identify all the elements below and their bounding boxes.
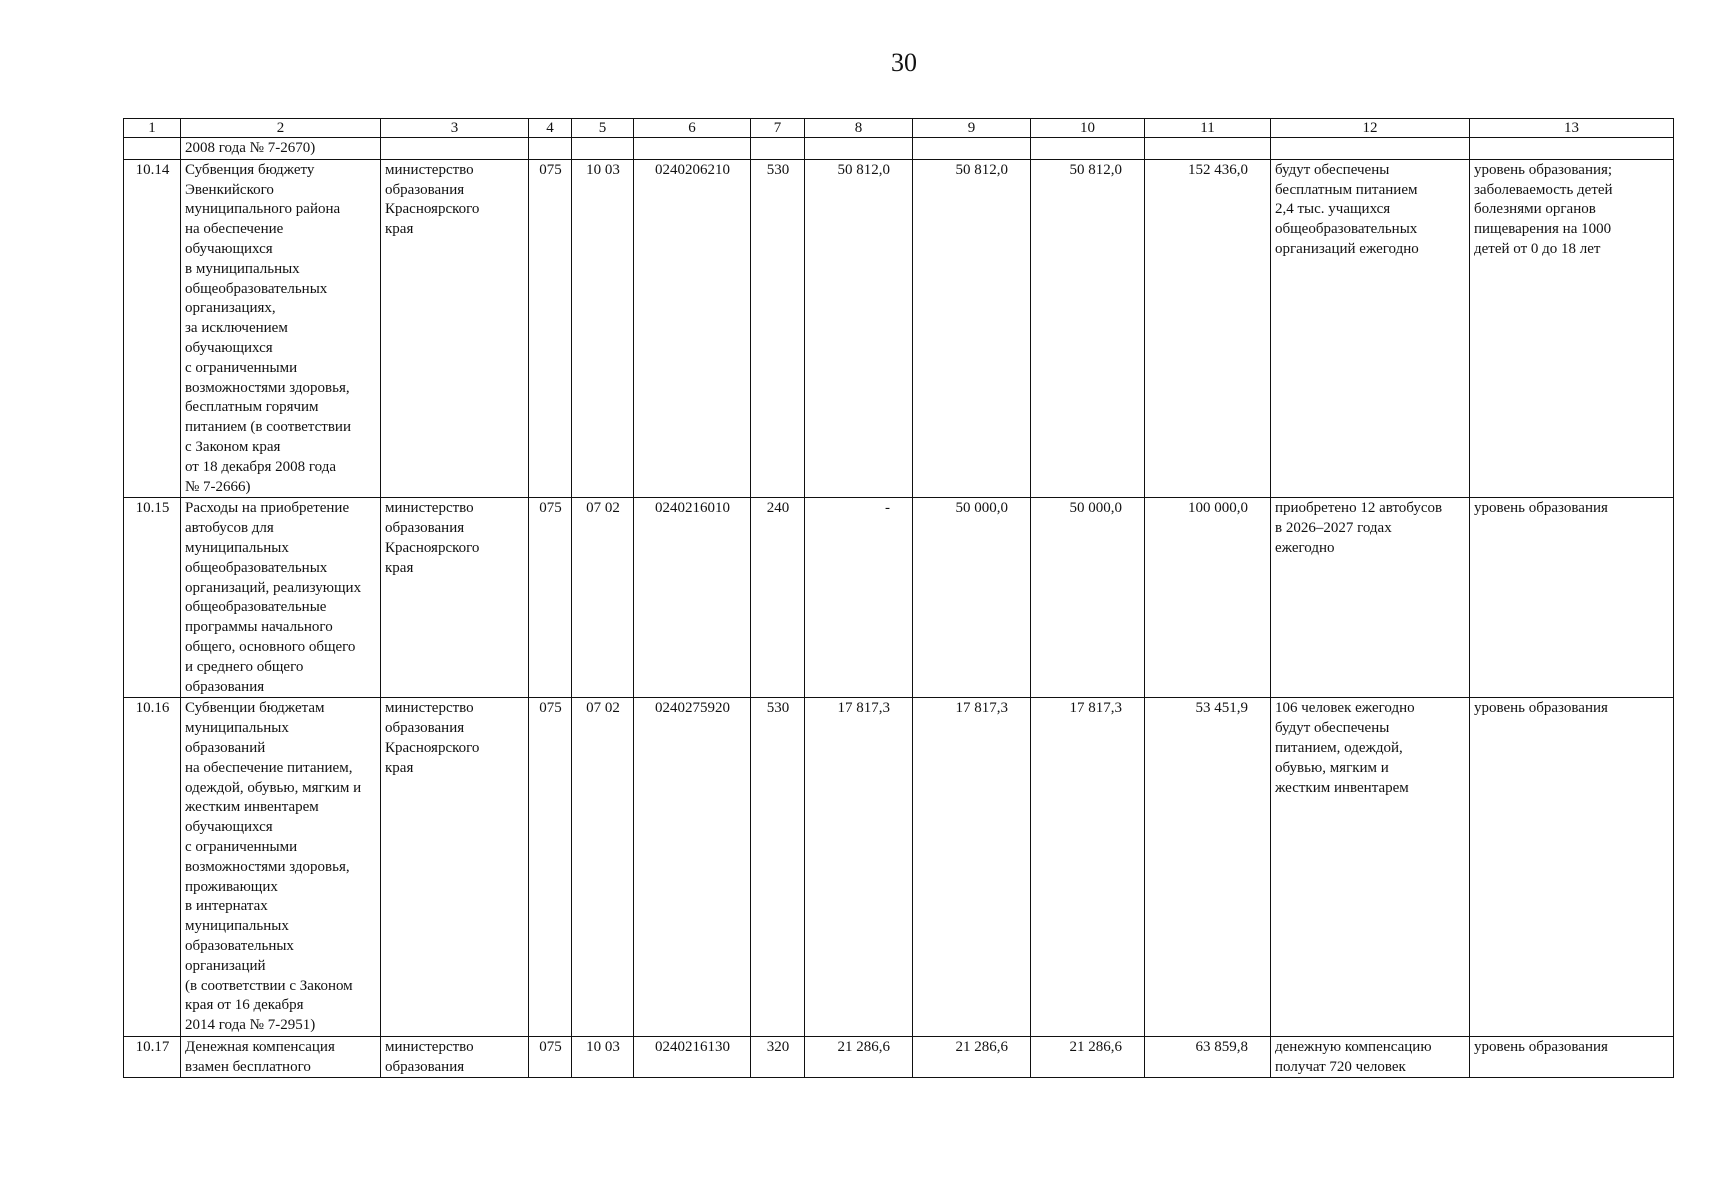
row-description-line: обучающихся bbox=[185, 819, 273, 836]
row-ministry bbox=[381, 1036, 529, 1078]
row-expected-result-line: ежегодно bbox=[1275, 539, 1335, 556]
row-code-grbs: 075 bbox=[529, 498, 572, 698]
row-number: 10.14 bbox=[124, 159, 181, 498]
row-number: 10.17 bbox=[124, 1036, 181, 1078]
row-code-section: 07 02 bbox=[572, 698, 634, 1037]
cell-empty bbox=[1470, 138, 1674, 160]
row-indicator-line: детей от 0 до 18 лет bbox=[1474, 240, 1601, 257]
row-value-total: 53 451,9 bbox=[1145, 698, 1271, 1037]
row-description-line: с Законом края bbox=[185, 438, 281, 455]
row-ministry bbox=[381, 698, 529, 1037]
row-ministry-line: края bbox=[385, 559, 414, 576]
row-value-year1: 21 286,6 bbox=[805, 1036, 913, 1078]
row-description-line: бесплатным горячим bbox=[185, 399, 319, 416]
column-header: 4 bbox=[529, 119, 572, 138]
row-description-line: организаций bbox=[185, 957, 266, 974]
row-description-line: образований bbox=[185, 739, 266, 756]
row-expected-result-line: питанием, одеждой, bbox=[1275, 739, 1403, 756]
cell-empty bbox=[1031, 138, 1145, 160]
row-description-line: программы начального bbox=[185, 619, 333, 636]
row-value-total: 152 436,0 bbox=[1145, 159, 1271, 498]
cell-empty bbox=[572, 138, 634, 160]
row-expected-result bbox=[1271, 159, 1470, 498]
row-expected-result-line: обувью, мягким и bbox=[1275, 759, 1389, 776]
row-code-expense: 320 bbox=[751, 1036, 805, 1078]
row-ministry-line: министерство bbox=[385, 161, 474, 178]
row-description-line: Эвенкийского bbox=[185, 181, 274, 198]
row-code-target: 0240216130 bbox=[634, 1036, 751, 1078]
row-value-year1: 17 817,3 bbox=[805, 698, 913, 1037]
row-value-year2: 50 812,0 bbox=[913, 159, 1031, 498]
row-ministry-line: края bbox=[385, 221, 414, 238]
row-code-expense: 240 bbox=[751, 498, 805, 698]
row-expected-result bbox=[1271, 698, 1470, 1037]
row-expected-result-line: организаций ежегодно bbox=[1275, 240, 1419, 257]
row-description-line: в интернатах bbox=[185, 898, 268, 915]
row-value-year2: 17 817,3 bbox=[913, 698, 1031, 1037]
row-description-line: 2014 года № 7-2951) bbox=[185, 1017, 316, 1034]
row-code-target: 0240275920 bbox=[634, 698, 751, 1037]
column-header: 12 bbox=[1271, 119, 1470, 138]
cell-empty bbox=[1271, 138, 1470, 160]
row-expected-result-line: бесплатным питанием bbox=[1275, 181, 1418, 198]
row-ministry bbox=[381, 159, 529, 498]
row-expected-result-line: жестким инвентарем bbox=[1275, 779, 1409, 796]
row-ministry-line: министерство bbox=[385, 700, 474, 717]
budget-table bbox=[123, 118, 1674, 1078]
row-description-line: организаций, реализующих bbox=[185, 579, 362, 596]
row-description-line: Субвенции бюджетам bbox=[185, 700, 325, 717]
row-ministry-line: образования bbox=[385, 181, 465, 198]
column-header: 9 bbox=[913, 119, 1031, 138]
row-description-line: организациях, bbox=[185, 300, 276, 317]
row-description-line: муниципальных bbox=[185, 720, 289, 737]
row-value-total: 63 859,8 bbox=[1145, 1036, 1271, 1078]
row-ministry-line: министерство bbox=[385, 500, 474, 517]
page-number: 30 bbox=[891, 48, 917, 77]
row-description-line: № 7-2666) bbox=[185, 478, 251, 495]
row-value-year1: - bbox=[805, 498, 913, 698]
row-code-section: 10 03 bbox=[572, 1036, 634, 1078]
row-ministry-line: образования bbox=[385, 520, 465, 537]
cell-empty bbox=[751, 138, 805, 160]
row-expected-result-line: приобретено 12 автобусов bbox=[1275, 500, 1443, 517]
row-indicator bbox=[1470, 498, 1674, 698]
row-indicator bbox=[1470, 1036, 1674, 1078]
column-number-row bbox=[124, 119, 1674, 138]
row-value-year3: 17 817,3 bbox=[1031, 698, 1145, 1037]
row-description-line: (в соответствии с Законом bbox=[185, 977, 353, 994]
row-code-section: 07 02 bbox=[572, 498, 634, 698]
row-indicator-line: заболеваемость детей bbox=[1474, 181, 1613, 198]
cell-empty bbox=[913, 138, 1031, 160]
column-header: 3 bbox=[381, 119, 529, 138]
row-expected-result bbox=[1271, 1036, 1470, 1078]
row-description-line: на обеспечение bbox=[185, 221, 284, 238]
row-ministry bbox=[381, 498, 529, 698]
row-code-target: 0240206210 bbox=[634, 159, 751, 498]
cell-empty bbox=[634, 138, 751, 160]
row-description-line: Денежная компенсация bbox=[185, 1038, 335, 1055]
row-indicator-line: болезнями органов bbox=[1474, 201, 1596, 218]
row-description-line: питанием (в соответствии bbox=[185, 419, 351, 436]
row-number: 10.16 bbox=[124, 698, 181, 1037]
row-description-line: возможностями здоровья, bbox=[185, 379, 350, 396]
row-code-grbs: 075 bbox=[529, 1036, 572, 1078]
row-indicator-line: уровень образования; bbox=[1474, 161, 1613, 178]
row-code-grbs: 075 bbox=[529, 698, 572, 1037]
row-expected-result-line: получат 720 человек bbox=[1275, 1058, 1406, 1075]
row-expected-result-line: 2,4 тыс. учащихся bbox=[1275, 201, 1391, 218]
table-row bbox=[124, 698, 1674, 1037]
row-description-line: образовательных bbox=[185, 937, 294, 954]
row-value-year2: 50 000,0 bbox=[913, 498, 1031, 698]
row-description-line: одеждой, обувью, мягким и bbox=[185, 779, 362, 796]
cell-empty bbox=[805, 138, 913, 160]
row-expected-result bbox=[1271, 498, 1470, 698]
row-description bbox=[181, 498, 381, 698]
row-value-year3: 50 000,0 bbox=[1031, 498, 1145, 698]
row-ministry-line: образования bbox=[385, 1058, 465, 1075]
row-description-line: образования bbox=[185, 678, 265, 695]
row-value-year3: 21 286,6 bbox=[1031, 1036, 1145, 1078]
row-number: 10.15 bbox=[124, 498, 181, 698]
row-description-line: автобусов для bbox=[185, 520, 274, 537]
row-description-line: возможностями здоровья, bbox=[185, 858, 350, 875]
row-description bbox=[181, 1036, 381, 1078]
row-description bbox=[181, 698, 381, 1037]
row-value-total: 100 000,0 bbox=[1145, 498, 1271, 698]
row-description-line: общеобразовательные bbox=[185, 599, 327, 616]
row-description-line: общего, основного общего bbox=[185, 638, 356, 655]
table-row bbox=[124, 498, 1674, 698]
cell-empty bbox=[1145, 138, 1271, 160]
row-description-line: общеобразовательных bbox=[185, 559, 328, 576]
column-header: 11 bbox=[1145, 119, 1271, 138]
row-description-line: обучающихся bbox=[185, 240, 273, 257]
row-description-line: в муниципальных bbox=[185, 260, 300, 277]
row-description-line: общеобразовательных bbox=[185, 280, 328, 297]
column-header: 2 bbox=[181, 119, 381, 138]
column-header: 7 bbox=[751, 119, 805, 138]
row-expected-result-line: будут обеспечены bbox=[1275, 720, 1390, 737]
column-header: 6 bbox=[634, 119, 751, 138]
row-expected-result-line: денежную компенсацию bbox=[1275, 1038, 1432, 1055]
row-code-target: 0240216010 bbox=[634, 498, 751, 698]
row-code-grbs: 075 bbox=[529, 159, 572, 498]
row-ministry-line: Красноярского bbox=[385, 539, 480, 556]
row-description-line: обучающихся bbox=[185, 339, 273, 356]
row-expected-result-line: 106 человек ежегодно bbox=[1275, 700, 1415, 717]
row-description-line: Субвенция бюджету bbox=[185, 161, 315, 178]
row-indicator-line: уровень образования bbox=[1474, 1038, 1608, 1055]
continuation-row bbox=[124, 138, 1674, 160]
row-description-line: проживающих bbox=[185, 878, 278, 895]
row-description-line: взамен бесплатного bbox=[185, 1058, 311, 1075]
row-indicator-line: пищеварения на 1000 bbox=[1474, 221, 1612, 238]
row-ministry-line: края bbox=[385, 759, 414, 776]
cell-empty bbox=[529, 138, 572, 160]
table-row bbox=[124, 1036, 1674, 1078]
row-description-line: от 18 декабря 2008 года bbox=[185, 458, 337, 475]
row-description-line: муниципального района bbox=[185, 201, 341, 218]
row-indicator-line: уровень образования bbox=[1474, 700, 1608, 717]
row-code-expense: 530 bbox=[751, 159, 805, 498]
row-expected-result-line: общеобразовательных bbox=[1275, 221, 1418, 238]
row-description-line: жестким инвентарем bbox=[185, 799, 319, 816]
row-expected-result-line: в 2026–2027 годах bbox=[1275, 520, 1392, 537]
row-description-line: и среднего общего bbox=[185, 658, 304, 675]
column-header: 1 bbox=[124, 119, 181, 138]
cell-description: 2008 года № 7-2670) bbox=[181, 138, 381, 160]
row-description-line: Расходы на приобретение bbox=[185, 500, 350, 517]
row-indicator bbox=[1470, 159, 1674, 498]
table-row bbox=[124, 159, 1674, 498]
cell-number bbox=[124, 138, 181, 160]
column-header: 13 bbox=[1470, 119, 1674, 138]
row-indicator-line: уровень образования bbox=[1474, 500, 1608, 517]
row-description-line: муниципальных bbox=[185, 539, 289, 556]
row-description-line: за исключением bbox=[185, 320, 288, 337]
row-indicator bbox=[1470, 698, 1674, 1037]
row-value-year3: 50 812,0 bbox=[1031, 159, 1145, 498]
column-header: 10 bbox=[1031, 119, 1145, 138]
row-ministry-line: образования bbox=[385, 720, 465, 737]
row-description-line: с ограниченными bbox=[185, 838, 298, 855]
row-expected-result-line: будут обеспечены bbox=[1275, 161, 1390, 178]
row-ministry-line: министерство bbox=[385, 1038, 474, 1055]
row-description-line: муниципальных bbox=[185, 918, 289, 935]
row-description-line: с ограниченными bbox=[185, 359, 298, 376]
cell-empty bbox=[381, 138, 529, 160]
row-description-line: на обеспечение питанием, bbox=[185, 759, 353, 776]
row-description-line: края от 16 декабря bbox=[185, 997, 304, 1014]
row-description bbox=[181, 159, 381, 498]
row-value-year2: 21 286,6 bbox=[913, 1036, 1031, 1078]
row-code-expense: 530 bbox=[751, 698, 805, 1037]
column-header: 8 bbox=[805, 119, 913, 138]
row-ministry-line: Красноярского bbox=[385, 201, 480, 218]
row-ministry-line: Красноярского bbox=[385, 739, 480, 756]
row-code-section: 10 03 bbox=[572, 159, 634, 498]
row-value-year1: 50 812,0 bbox=[805, 159, 913, 498]
column-header: 5 bbox=[572, 119, 634, 138]
